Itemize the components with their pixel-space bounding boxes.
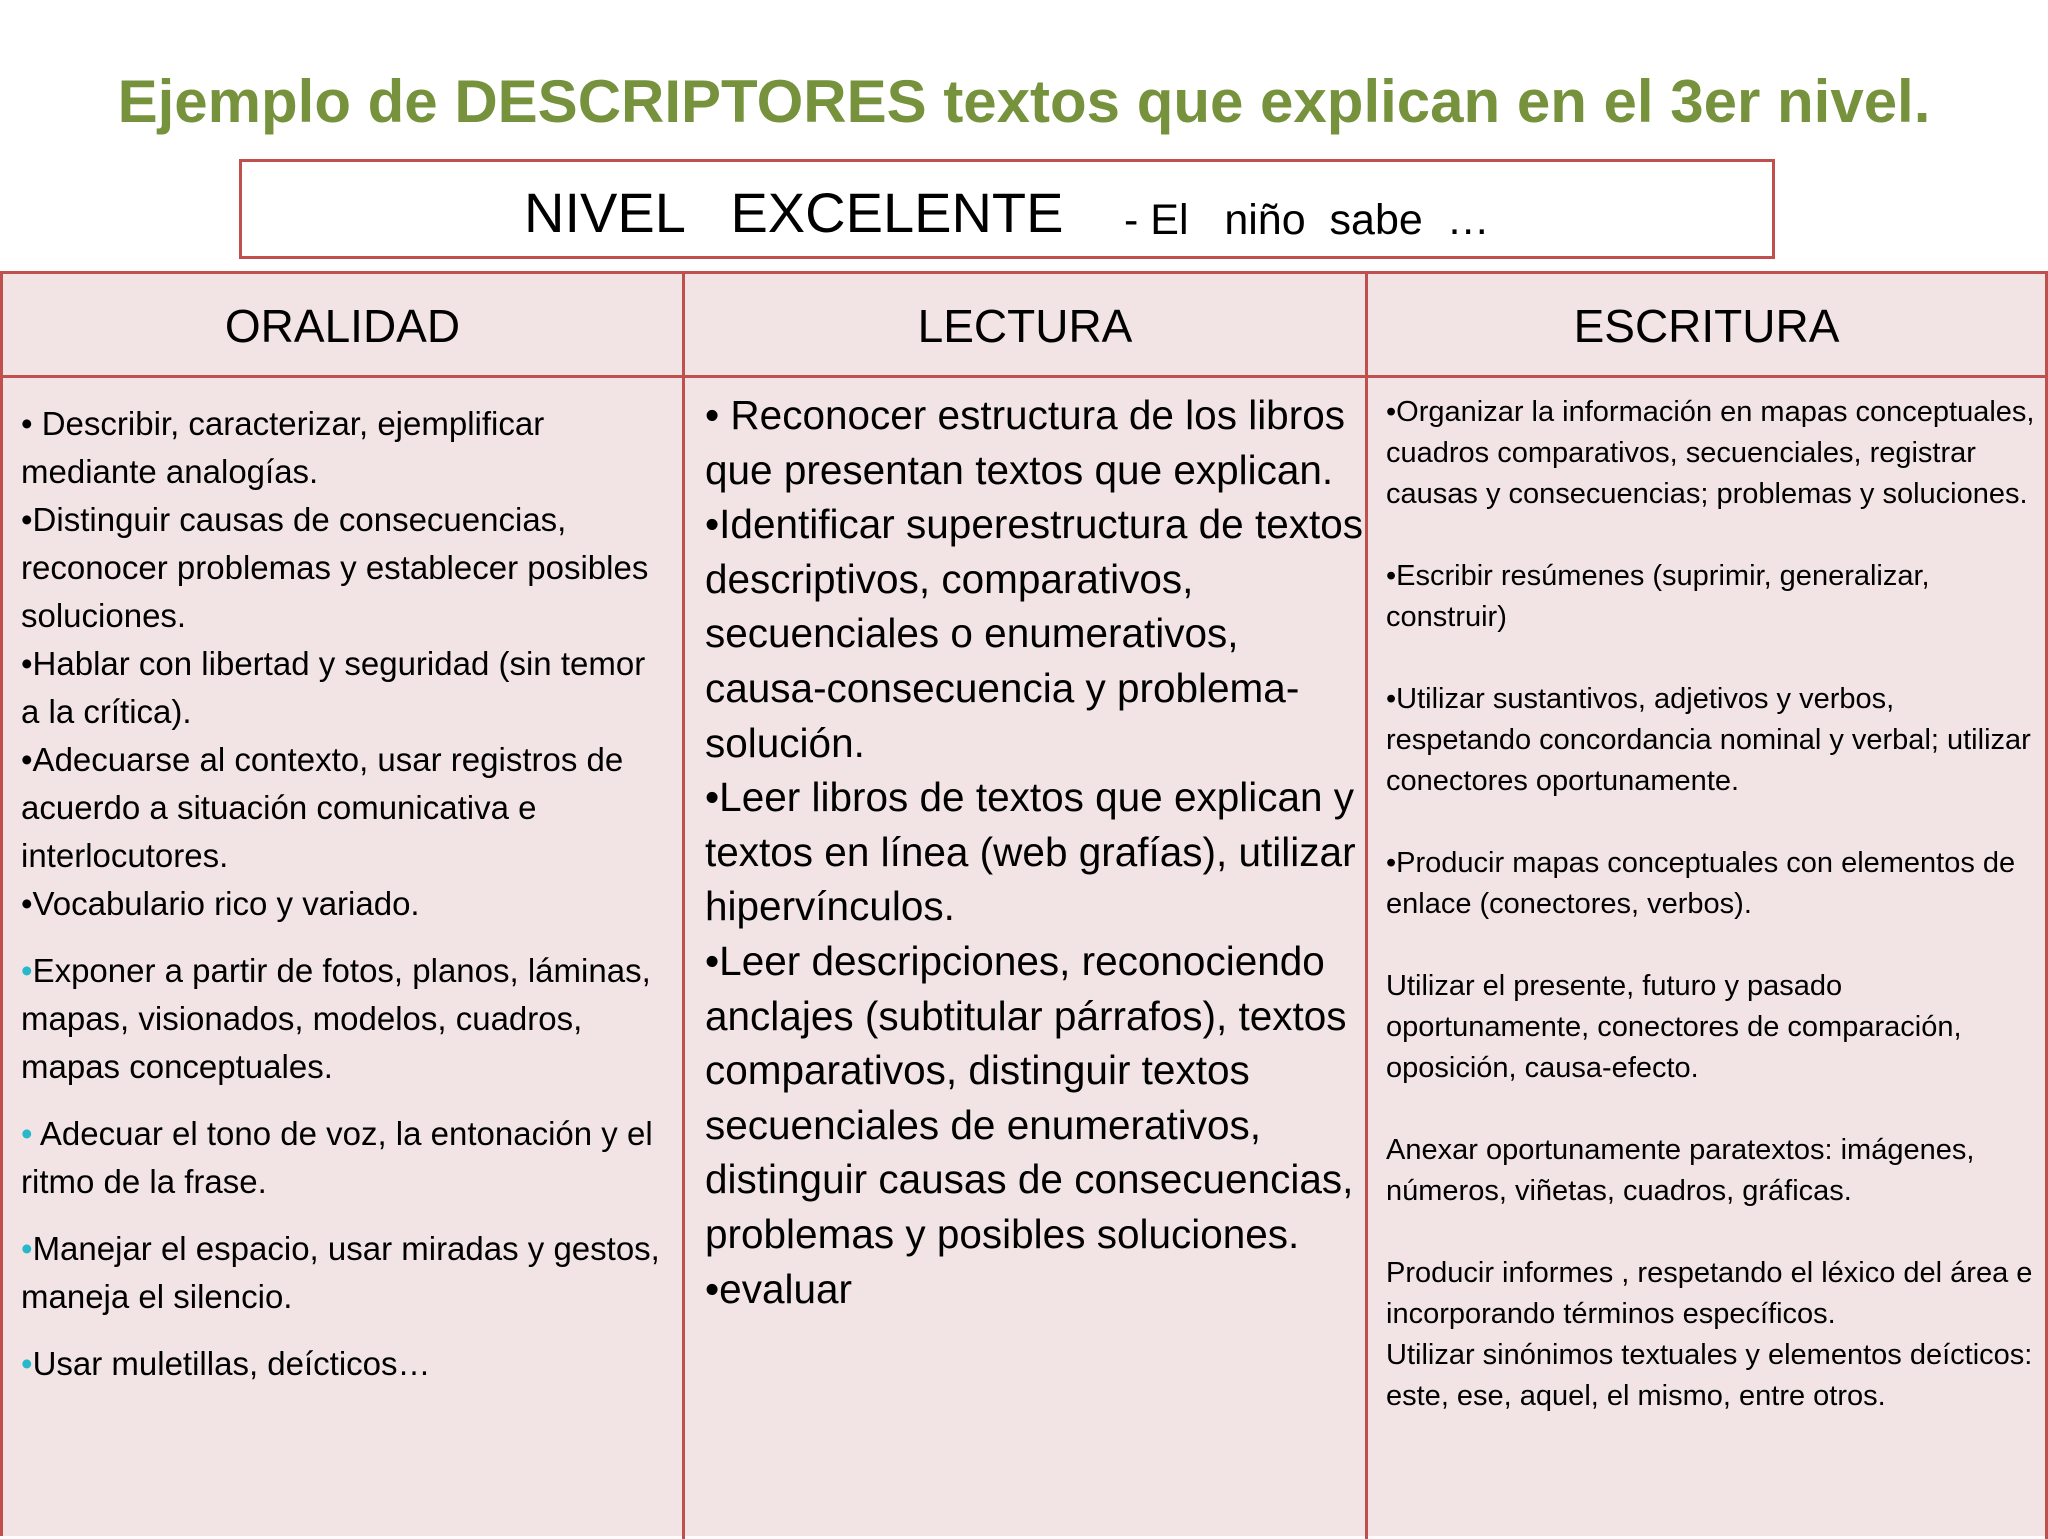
column-escritura [1368, 274, 2048, 1539]
list-item: •Leer libros de textos que explican y textos en línea (web grafías), utilizar hipervínculos. [705, 774, 1356, 930]
list-item: •Hablar con libertad y seguridad (sin temor a la crítica). [21, 645, 646, 730]
list-item: •Identificar superestructura de textos descriptivos, comparativos, secuenciales o enumerativos, causa-consecuencia y problema-solución. [705, 501, 1364, 766]
level-main-label: NIVEL EXCELENTE [524, 181, 1064, 244]
list-item: •Manejar el espacio, usar miradas y gestos, maneja el silencio. [21, 1230, 660, 1315]
teal-bullet-icon: • [21, 1115, 40, 1152]
list-item: •Producir mapas conceptuales con elementos de enlace (conectores, verbos). [1386, 847, 2016, 920]
column-header-escritura: ESCRITURA [1368, 274, 2045, 378]
teal-bullet-icon: • [21, 1345, 33, 1382]
list-item: •Escribir resúmenes (suprimir, generalizar, construir) [1386, 560, 1930, 633]
list-item: •Leer descripciones, reconociendo anclajes (subtitular párrafos), textos comparativos, distinguir textos secuenciales de enumerativos, distinguir causas de consecuencias, problemas y posibles soluciones. [705, 937, 1354, 1257]
column-header-lectura: LECTURA [685, 274, 1365, 378]
list-item: Anexar oportunamente paratextos: imágenes, números, viñetas, cuadros, gráficas. [1386, 1134, 1975, 1207]
list-item: •Adecuarse al contexto, usar registros de acuerdo a situación comunicativa e interlocutores. [21, 741, 624, 874]
list-item: Producir informes , respetando el léxico del área e incorporando términos específicos. [1386, 1257, 2033, 1330]
list-item: •Vocabulario rico y variado. [21, 885, 420, 922]
descriptor-table [0, 271, 2048, 1536]
column-header-oralidad: ORALIDAD [3, 274, 682, 378]
teal-bullet-icon: • [21, 1230, 33, 1267]
column-body-oralidad [21, 400, 671, 1388]
list-item: Utilizar el presente, futuro y pasado oportunamente, conectores de comparación, oposición, causa-efecto. [1386, 970, 1962, 1084]
list-item: •Distinguir causas de consecuencias, reconocer problemas y establecer posibles soluciones. [21, 501, 649, 634]
column-lectura [685, 274, 1368, 1539]
teal-bullet-icon: • [21, 952, 33, 989]
list-item: • Describir, caracterizar, ejemplificar mediante analogías. [21, 405, 545, 490]
list-item: Utilizar sinónimos textuales y elementos deícticos: este, ese, aquel, el mismo, entre otros. [1386, 1339, 2033, 1412]
level-sub-label: - El niño sabe … [1124, 196, 1490, 244]
list-item: •Exponer a partir de fotos, planos, láminas, mapas, visionados, modelos, cuadros, mapas conceptuales. [21, 952, 651, 1085]
list-item: • Adecuar el tono de voz, la entonación y el ritmo de la frase. [21, 1115, 653, 1200]
list-item: •Utilizar sustantivos, adjetivos y verbos, respetando concordancia nominal y verbal; utilizar conectores oportunamente. [1386, 683, 2031, 797]
level-banner [239, 159, 1775, 259]
column-oralidad [3, 274, 685, 1539]
column-body-escritura [1386, 392, 2046, 1417]
list-item: •Organizar la información en mapas conceptuales, cuadros comparativos, secuenciales, registrar causas y consecuencias; problemas y soluciones. [1386, 396, 2035, 510]
slide-title: Ejemplo de DESCRIPTORES textos que explican en el 3er nivel. [117, 68, 1931, 135]
list-item: •Usar muletillas, deícticos… [21, 1345, 431, 1382]
list-item: •evaluar [705, 1265, 853, 1312]
column-body-lectura [705, 388, 1365, 1316]
list-item: • Reconocer estructura de los libros que presentan textos que explican. [705, 392, 1345, 493]
